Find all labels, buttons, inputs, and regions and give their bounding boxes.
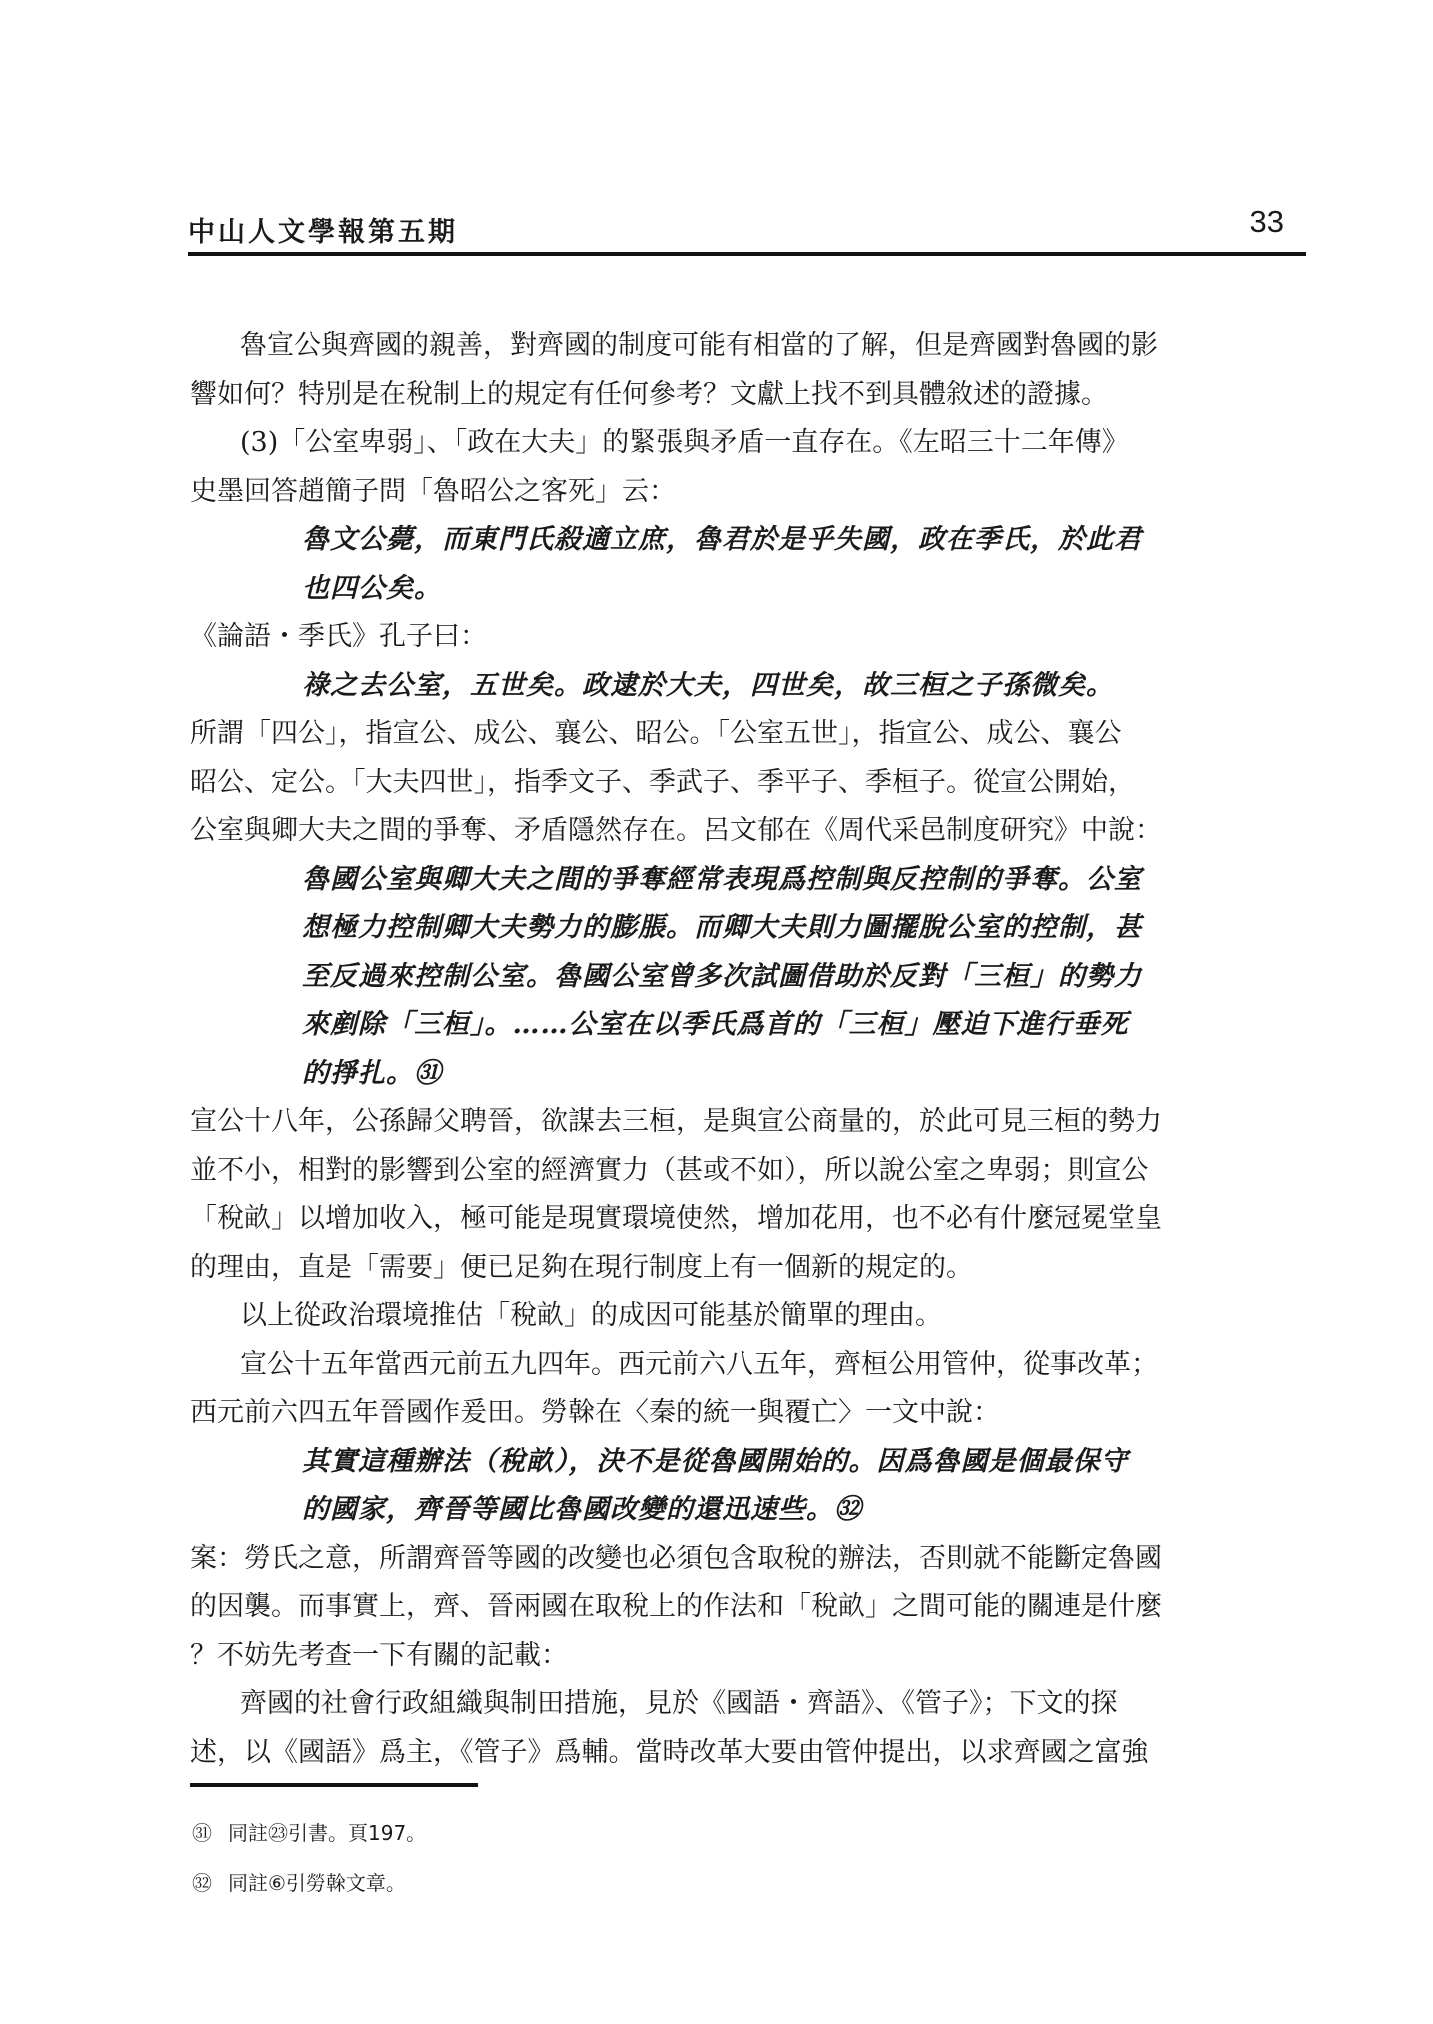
quotation-line: 的國家，齊晉等國比魯國改變的還迅速些。㉜ [302, 1494, 862, 1525]
text-line: 齊國的社會行政組織與制田措施，見於《國語・齊語》、《管子》；下文的探 [240, 1688, 1118, 1719]
text-line: 西元前六四五年晉國作爰田。勞榦在〈秦的統一與覆亡〉一文中說： [190, 1397, 1000, 1428]
quotation-line: 來剷除「三桓」。……公室在以季氏爲首的「三桓」壓迫下進行垂死 [302, 1009, 1129, 1040]
text-line: 魯宣公與齊國的親善，對齊國的制度可能有相當的了解，但是齊國對魯國的影 [240, 330, 1158, 361]
text-line: (3)「公室卑弱」、「政在大夫」的緊張與矛盾一直存在。《左昭三十二年傳》 [240, 427, 1129, 458]
footnote-marker: ㉛ [192, 1821, 212, 1845]
text-line: 以上從政治環境推估「稅畝」的成因可能基於簡單的理由。 [240, 1300, 942, 1331]
footnote-rule [190, 1783, 478, 1787]
text-line: 《論語・季氏》孔子曰： [190, 621, 487, 652]
quotation-line: 魯國公室與卿大夫之間的爭奪經常表現爲控制與反控制的爭奪。公室 [302, 863, 1142, 895]
journal-title: 中山人文學報第五期 [188, 217, 458, 248]
text-line: 宣公十五年當西元前五九四年。西元前六八五年，齊桓公用管仲，從事改革； [240, 1348, 1158, 1380]
text-line: 的因襲。而事實上，齊、晉兩國在取稅上的作法和「稅畝」之間可能的關連是什麼 [190, 1591, 1162, 1622]
text-line: 昭公、定公。「大夫四世」，指季文子、季武子、季平子、季桓子。從宣公開始， [190, 766, 1135, 798]
footnote-61 [192, 1818, 992, 1868]
text-line: ？不妨先考查一下有關的記載： [190, 1639, 568, 1671]
quotation-line: 至反過來控制公室。魯國公室曾多次試圖借助於反對「三桓」的勢力 [302, 960, 1142, 992]
text-line: 並不小，相對的影響到公室的經濟實力（甚或不如），所以說公室之卑弱；則宣公 [190, 1154, 1149, 1186]
footnote-text: 同註⑥引勞榦文章。 [228, 1871, 406, 1895]
text-line: 「稅畝」以增加收入，極可能是現實環境使然，增加花用，也不必有什麼冠冕堂皇 [190, 1203, 1162, 1234]
text-line: 述，以《國語》爲主，《管子》爲輔。當時改革大要由管仲提出，以求齊國之富強 [190, 1736, 1149, 1768]
quotation-line: 的掙扎。㉛ [302, 1057, 442, 1089]
footnote-text: 同註㉓引書。頁197。 [228, 1821, 427, 1845]
header-rule [188, 252, 1306, 256]
quotation-line: 想極力控制卿大夫勢力的膨脹。而卿大夫則力圖擺脫公室的控制，甚 [302, 912, 1142, 943]
footnotes [192, 1818, 992, 1918]
text-line: 響如何？特別是在稅制上的規定有任何參考？文獻上找不到具體敘述的證據。 [190, 378, 1108, 410]
text-line: 公室與卿大夫之間的爭奪、矛盾隱然存在。呂文郁在《周代采邑制度研究》中說： [190, 815, 1162, 846]
quotation-line: 也四公矣。 [302, 572, 442, 604]
text-line: 的理由，直是「需要」便已足夠在現行制度上有一個新的規定的。 [190, 1251, 973, 1283]
text-line: 史墨回答趙簡子問「魯昭公之客死」云： [190, 475, 676, 507]
text-line: 所謂「四公」，指宣公、成公、襄公、昭公。「公室五世」，指宣公、成公、襄公 [190, 718, 1122, 749]
quotation-line: 魯文公薨，而東門氏殺適立庶，魯君於是乎失國，政在季氏，於此君 [302, 524, 1142, 555]
text-line: 案：勞氏之意，所謂齊晉等國的改變也必須包含取稅的辦法，否則就不能斷定魯國 [190, 1542, 1162, 1574]
quotation-line: 祿之去公室，五世矣。政逮於大夫，四世矣，故三桓之子孫微矣。 [302, 669, 1114, 701]
footnote-62 [192, 1868, 992, 1918]
quotation-line: 其實這種辦法（稅畝），決不是從魯國開始的。因爲魯國是個最保守 [302, 1445, 1129, 1477]
footnote-marker: ㉜ [192, 1871, 212, 1895]
body-text [190, 322, 1306, 1777]
text-line: 宣公十八年，公孫歸父聘晉，欲謀去三桓，是與宣公商量的，於此可見三桓的勢力 [190, 1106, 1162, 1137]
running-header [188, 204, 1306, 250]
page-number: 33 [1249, 204, 1284, 239]
